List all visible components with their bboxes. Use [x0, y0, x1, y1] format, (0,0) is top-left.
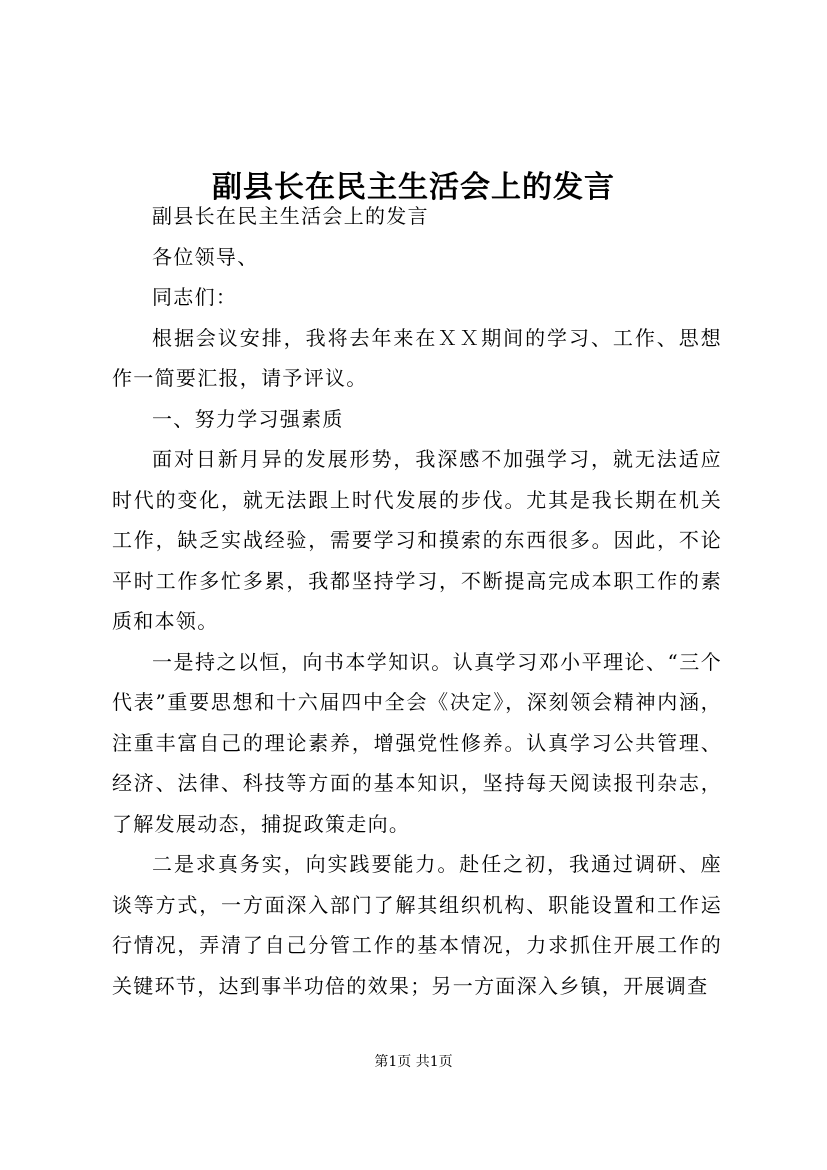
paragraph-salutation-comrades: 同志们： — [152, 285, 238, 309]
paragraph-learning: 面对日新月异的发展形势，我深感不加强学习，就无法适应时代的变化，就无法跟上时代发展的步伐。尤其是我长期在机关工作，缺乏实战经验，需要学习和摸索的东西很多。因此，不论平时工作多忙多累，我都坚持学习，不断提高完成本职工作的素质和本领。 — [112, 447, 722, 633]
paragraph-salutation-leaders: 各位领导、 — [152, 244, 259, 269]
paragraph-point-two: 二是求真务实，向实践要能力。赴任之初，我通过调研、座谈等方式，一方面深入部门了解其组织机构、职能设置和工作运行情况，弄清了自己分管工作的基本情况，力求抓住开展工作的关键环节，达到事半功倍的效果；另一方面深入乡镇，开展调查 — [112, 852, 722, 998]
document-body — [112, 196, 722, 1006]
paragraph-subtitle: 副县长在民主生活会上的发言 — [152, 204, 429, 228]
paragraph-point-one: 一是持之以恒，向书本学知识。认真学习邓小平理论、“三个代表”重要思想和十六届四中全会《决定》，深刻领会精神内涵，注重丰富自己的理论素养，增强党性修养。认真学习公共管理、经济、法律、科技等方面的基本知识，坚持每天阅读报刊杂志，了解发展动态，捕捉政策走向。 — [112, 649, 722, 836]
page-footer: 第1页 共1页 — [374, 1054, 453, 1070]
paragraph-intro: 根据会议安排，我将去年来在ＸＸ期间的学习、工作、思想作一简要汇报，请予评议。 — [112, 325, 722, 390]
document-title: 副县长在民主生活会上的发言 — [212, 170, 615, 206]
section-heading-1: 一、努力学习强素质 — [152, 406, 344, 431]
